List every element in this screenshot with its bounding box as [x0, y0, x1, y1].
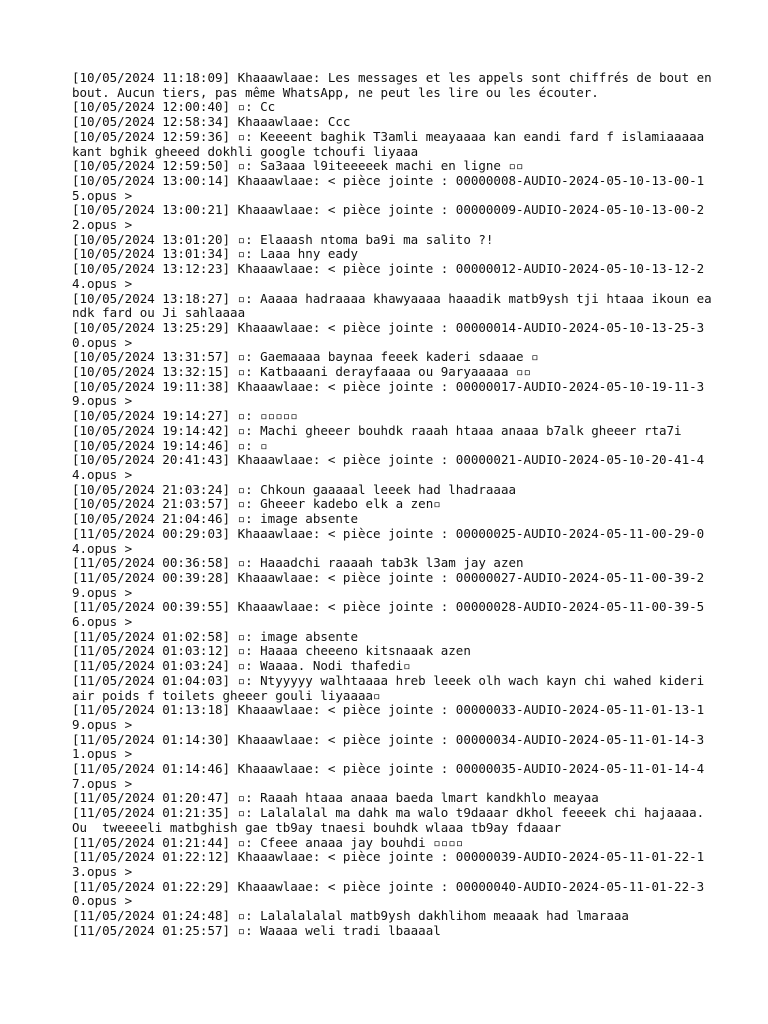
- chat-message-line: [10/05/2024 12:58:34] Khaaawlaae: Ccc: [72, 114, 351, 130]
- chat-message-line: [10/05/2024 19:11:38] Khaaawlaae: < pièce jointe : 00000017-AUDIO-2024-05-10-19-11-39.opus >: [72, 378, 705, 409]
- chat-message-line: [11/05/2024 01:21:44] ▫: Cfeee anaaa jay bouhdi ▫▫▫▫: [72, 834, 464, 850]
- chat-message-line: [11/05/2024 00:29:03] Khaaawlaae: < pièce jointe : 00000025-AUDIO-2024-05-11-00-29-04.opus >: [72, 525, 705, 556]
- chat-message-line: [11/05/2024 01:20:47] ▫: Raaah htaaa anaaa baeda lmart kandkhlo meayaa: [72, 790, 599, 806]
- chat-message-line: [10/05/2024 13:18:27] ▫: Aaaaa hadraaaa khawyaaaa haaadik matb9ysh tji htaaa ikoun eandk fard ou Ji sahlaaaa: [72, 290, 712, 321]
- chat-message-line: [11/05/2024 01:14:46] Khaaawlaae: < pièce jointe : 00000035-AUDIO-2024-05-11-01-14-47.opus >: [72, 761, 705, 791]
- chat-message-line: [10/05/2024 12:59:50] ▫: Sa3aaa l9iteeeeek machi en ligne ▫▫: [72, 158, 524, 174]
- chat-message-line: [10/05/2024 21:03:24] ▫: Chkoun gaaaaal leeek had lhadraaaa: [72, 481, 517, 497]
- chat-message-line: [11/05/2024 01:25:57] ▫: Waaaa weli tradi lbaaaal: [72, 922, 441, 938]
- chat-message-line: [10/05/2024 13:00:21] Khaaawlaae: < pièce jointe : 00000009-AUDIO-2024-05-10-13-00-22.opus >: [72, 202, 705, 233]
- chat-message-line: [10/05/2024 13:31:57] ▫: Gaemaaaa baynaa feeek kaderi sdaaae ▫: [72, 349, 539, 365]
- chat-message-line: [11/05/2024 01:22:29] Khaaawlaae: < pièce jointe : 00000040-AUDIO-2024-05-11-01-22-30.opus >: [72, 878, 705, 909]
- chat-message-line: [11/05/2024 01:03:24] ▫: Waaaa. Nodi thafedi▫: [72, 658, 411, 674]
- chat-message-line: [10/05/2024 13:01:34] ▫: Laaa hny eady: [72, 246, 358, 262]
- chat-export-page: [72, 70, 720, 938]
- chat-message-line: [11/05/2024 00:39:28] Khaaawlaae: < pièce jointe : 00000027-AUDIO-2024-05-11-00-39-29.opus >: [72, 569, 705, 600]
- chat-message-line: [11/05/2024 01:13:18] Khaaawlaae: < pièce jointe : 00000033-AUDIO-2024-05-11-01-13-19.opus >: [72, 702, 705, 732]
- chat-message-line: [10/05/2024 20:41:43] Khaaawlaae: < pièce jointe : 00000021-AUDIO-2024-05-10-20-41-44.opus >: [72, 452, 705, 482]
- chat-message-line: [10/05/2024 13:32:15] ▫: Katbaaani derayfaaaa ou 9aryaaaaa ▫▫: [72, 364, 532, 380]
- chat-message-line: [11/05/2024 01:14:30] Khaaawlaae: < pièce jointe : 00000034-AUDIO-2024-05-11-01-14-31.opus >: [72, 731, 705, 762]
- chat-message-line: [10/05/2024 13:12:23] Khaaawlaae: < pièce jointe : 00000012-AUDIO-2024-05-10-13-12-24.opus >: [72, 261, 705, 291]
- chat-message-line: [10/05/2024 13:00:14] Khaaawlaae: < pièce jointe : 00000008-AUDIO-2024-05-10-13-00-15.opus >: [72, 172, 705, 203]
- chat-message-line: [10/05/2024 12:59:36] ▫: Keeeent baghik T3amli meayaaaa kan eandi fard f islamiaaaaa kant bghik gheeed dokhli google tchoufi liyaaa: [72, 128, 712, 159]
- chat-message-line: [10/05/2024 13:01:20] ▫: Elaaash ntoma ba9i ma salito ?!: [72, 231, 494, 247]
- chat-message-line: [11/05/2024 01:22:12] Khaaawlaae: < pièce jointe : 00000039-AUDIO-2024-05-11-01-22-13.opus >: [72, 849, 705, 879]
- chat-message-line: [10/05/2024 21:04:46] ▫: image absente: [72, 511, 358, 527]
- chat-message-line: [10/05/2024 19:14:46] ▫: ▫: [72, 437, 268, 453]
- chat-message-line: [11/05/2024 00:36:58] ▫: Haaadchi raaaah tab3k l3am jay azen: [72, 555, 524, 571]
- chat-message-line: [10/05/2024 13:25:29] Khaaawlaae: < pièce jointe : 00000014-AUDIO-2024-05-10-13-25-30.opus >: [72, 319, 705, 350]
- chat-message-line: [10/05/2024 12:00:40] ▫: Cc: [72, 99, 276, 115]
- chat-message-line: [11/05/2024 00:39:55] Khaaawlaae: < pièce jointe : 00000028-AUDIO-2024-05-11-00-39-56.opus >: [72, 599, 705, 630]
- chat-message-line: [11/05/2024 01:21:35] ▫: Lalalalal ma dahk ma walo t9daaar dkhol feeeek chi hajaaaa. Ou tweeeeli matbghish gae tb9ay tnaesi bouhdk wlaaa tb9ay fdaaar: [72, 805, 712, 835]
- chat-message-line: [11/05/2024 01:03:12] ▫: Haaaa cheeeno kitsnaaak azen: [72, 643, 471, 659]
- chat-message-line: [10/05/2024 11:18:09] Khaaawlaae: Les messages et les appels sont chiffrés de bout en bout. Aucun tiers, pas même WhatsApp, ne peut les lire ou les écouter.: [72, 70, 720, 100]
- chat-message-line: [11/05/2024 01:02:58] ▫: image absente: [72, 628, 358, 644]
- chat-message-line: [11/05/2024 01:24:48] ▫: Lalalalalal matb9ysh dakhlihom meaaak had lmaraaa: [72, 908, 629, 924]
- chat-message-line: [10/05/2024 19:14:27] ▫: ▫▫▫▫▫: [72, 408, 298, 424]
- chat-message-line: [10/05/2024 19:14:42] ▫: Machi gheeer bouhdk raaah htaaa anaaa b7alk gheeer rta7i: [72, 422, 682, 438]
- chat-message-line: [11/05/2024 01:04:03] ▫: Ntyyyyy walhtaaaa hreb leeek olh wach kayn chi wahed kideri air poids f toilets gheeer gouli liyaaaa▫: [72, 672, 712, 703]
- chat-message-line: [10/05/2024 21:03:57] ▫: Gheeer kadebo elk a zen▫: [72, 496, 441, 512]
